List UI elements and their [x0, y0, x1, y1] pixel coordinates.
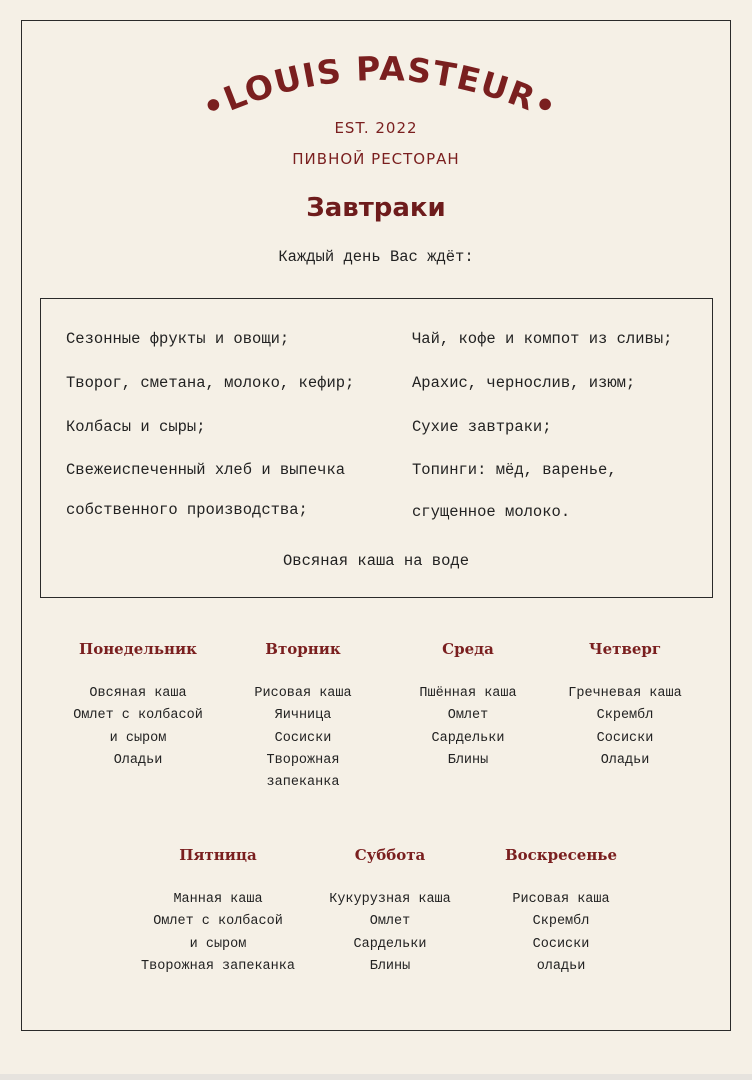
restaurant-type: ПИВНОЙ РЕСТОРАН — [292, 150, 460, 168]
dish: Омлет — [369, 914, 411, 930]
buffet-item: Свежеиспеченный хлеб и выпечка — [66, 461, 346, 479]
buffet-item: Чай, кофе и компот из сливы; — [412, 330, 673, 348]
intro-text: Каждый день Вас ждёт: — [278, 248, 474, 266]
established-year: EST. 2022 — [334, 119, 418, 137]
dish: и сыром — [109, 730, 167, 746]
buffet-item: Сухие завтраки; — [412, 418, 552, 436]
dish: Сардельки — [353, 936, 427, 952]
dish: Сардельки — [431, 730, 505, 746]
buffet-item: Колбасы и сыры; — [66, 418, 206, 436]
buffet-item: собственного производства; — [66, 501, 308, 519]
buffet-item: Сезонные фрукты и овощи; — [66, 330, 290, 348]
buffet-item: Творог, сметана, молоко, кефир; — [66, 374, 355, 392]
page-title: Завтраки — [306, 193, 446, 223]
day-name: Пятница — [179, 846, 257, 864]
dish: и сыром — [189, 936, 247, 952]
dish: Оладьи — [600, 752, 650, 768]
day-name: Воскресенье — [504, 846, 618, 864]
dish: Блины — [369, 958, 411, 974]
buffet-item: сгущенное молоко. — [412, 503, 571, 521]
dish: Кукурузная каша — [329, 892, 451, 907]
dish: Скрембл — [532, 914, 590, 930]
logo-text: •LOUIS PASTEUR• — [196, 50, 564, 128]
buffet-footer: Овсяная каша на воде — [282, 552, 470, 570]
dish: оладьи — [536, 958, 586, 974]
dish: Рисовая каша — [512, 892, 610, 907]
dish: Сосиски — [596, 730, 654, 746]
dish: Творожная — [266, 752, 340, 768]
day-name: Суббота — [354, 846, 426, 864]
dish: запеканка — [266, 775, 340, 791]
day-wednesday — [383, 639, 553, 772]
day-friday — [133, 845, 303, 978]
buffet-item: Топинги: мёд, варенье, — [412, 461, 617, 479]
dish: Блины — [447, 752, 489, 768]
day-name: Четверг — [588, 640, 662, 658]
dish: Манная каша — [173, 892, 263, 907]
dish: Сосиски — [274, 730, 332, 746]
svg-text:•LOUIS PASTEUR• — [196, 50, 564, 128]
day-name: Понедельник — [79, 640, 197, 658]
dish: Рисовая каша — [254, 686, 352, 701]
dish: Скрембл — [596, 708, 654, 724]
dish: Яичница — [274, 708, 332, 724]
day-saturday — [305, 845, 475, 978]
day-monday — [53, 639, 223, 772]
buffet-item: Арахис, чернослив, изюм; — [412, 374, 636, 392]
dish: Оладьи — [113, 752, 163, 768]
dish: Гречневая каша — [568, 686, 682, 701]
day-sunday — [476, 845, 646, 978]
dish: Овсяная каша — [89, 686, 187, 701]
dish: Омлет — [447, 708, 489, 724]
dish: Омлет с колбасой — [73, 708, 203, 724]
day-name: Среда — [442, 640, 494, 658]
day-tuesday — [218, 639, 388, 794]
day-name: Вторник — [265, 640, 341, 658]
dish: Сосиски — [532, 936, 590, 952]
dish: Пшённая каша — [419, 686, 517, 701]
day-thursday — [540, 639, 710, 772]
dish: Творожная запеканка — [141, 958, 295, 974]
bottom-edge — [0, 1074, 752, 1080]
dish: Омлет с колбасой — [153, 914, 283, 930]
